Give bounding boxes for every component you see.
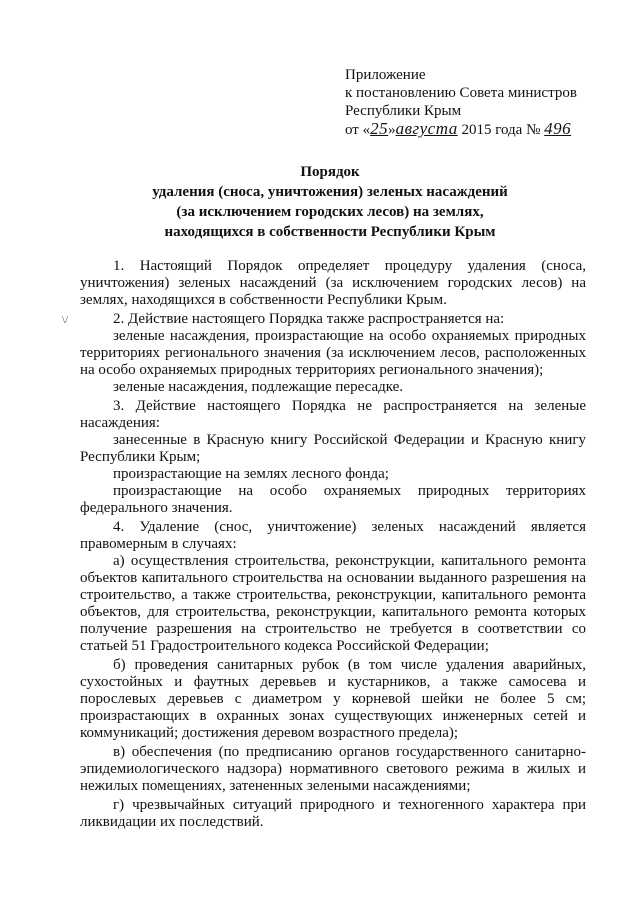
annex-republic-line: Республики Крым <box>345 103 462 119</box>
title-line-4: находящихся в собственности Республики Крым <box>164 224 496 240</box>
paragraph-2-item-1: зеленые насаждения, произрастающие на особо охраняемых природных территориях регионального значения (за исключением лесов, расположенных на особо охраняемых природных территориях регионального значения); <box>80 328 586 378</box>
paragraph-1: 1. Настоящий Порядок определяет процедуру удаления (сноса, уничтожения) зеленых насаждений (за исключением городских лесов) на землях, находящихся в собственности Республики Крым. <box>80 258 586 308</box>
paragraph-4-item-a: а) осуществления строительства, реконструкции, капитального ремонта объектов капитального строительства на основании выданного разрешения на строительство, а также строительства, реконструкции, капитального ремонта объектов, для строительства, реконструкции, капитального ремонта которых получение разрешения на строительство не требуется в соответствии со статьей 51 Градостроительного кодекса Российской Федерации; <box>80 553 586 654</box>
date-mid: » <box>388 122 396 138</box>
margin-mark: \/ <box>62 314 69 326</box>
paragraph-4: 4. Удаление (снос, уничтожение) зеленых насаждений является правомерным в случаях: <box>80 519 586 552</box>
date-month-handwritten: августа <box>395 119 458 138</box>
annex-label: Приложение <box>345 67 426 83</box>
paragraph-3-item-1: занесенные в Красную книгу Российской Федерации и Красную книгу Республики Крым; <box>80 432 586 465</box>
paragraph-4-item-b: б) проведения санитарных рубок (в том числе удаления аварийных, сухостойных и фаутных деревьев и кустарников, а также самосева и порослевых деревьев с диаметром у корневой шейки не более 5 см; произрастающих в охранных зонах существующих инженерных сетей и коммуникаций; достижения деревом возрастного предела); <box>80 657 586 741</box>
title-line-2: удаления (сноса, уничтожения) зеленых насаждений <box>152 184 508 200</box>
date-day-handwritten: 25 <box>370 119 389 138</box>
title-line-1: Порядок <box>300 164 360 180</box>
annex-header <box>345 66 577 139</box>
paragraph-2-item-2: зеленые насаждения, подлежащие пересадке. <box>113 379 404 395</box>
document-title <box>80 162 580 242</box>
paragraph-2: 2. Действие настоящего Порядка также распространяется на: <box>113 311 505 327</box>
paragraph-3-item-2: произрастающие на землях лесного фонда; <box>113 466 389 482</box>
date-suffix: 2015 года № <box>457 122 545 138</box>
document-body <box>80 258 586 831</box>
annex-date-line <box>345 120 577 139</box>
date-prefix: от « <box>345 122 371 138</box>
paragraph-4-item-v: в) обеспечения (по предписанию органов государственного санитарно-эпидемиологического надзора) нормативного светового режима в жилых и нежилых помещениях, затененных зелеными насаждениями; <box>80 744 586 794</box>
annex-resolution-line: к постановлению Совета министров <box>345 85 577 101</box>
title-line-3: (за исключением городских лесов) на землях, <box>176 204 484 220</box>
paragraph-3: 3. Действие настоящего Порядка не распространяется на зеленые насаждения: <box>80 398 586 431</box>
resolution-number-handwritten: 496 <box>544 119 572 138</box>
paragraph-3-item-3: произрастающие на особо охраняемых природных территориях федерального значения. <box>80 483 586 516</box>
paragraph-4-item-g: г) чрезвычайных ситуаций природного и техногенного характера при ликвидации их последствий. <box>80 797 586 830</box>
